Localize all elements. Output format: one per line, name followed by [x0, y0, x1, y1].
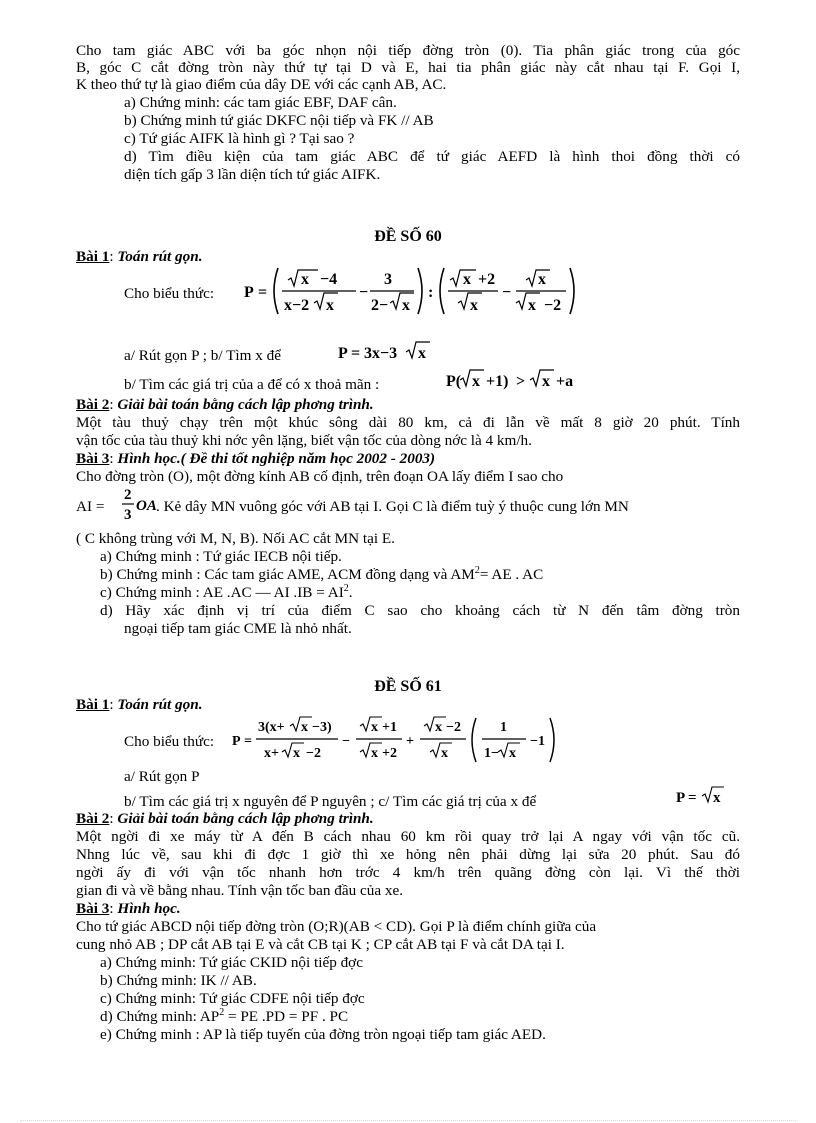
- de60-bai2-line1: Một tàu thuỷ chạy trên một khúc sông dài 80 km, cả đi lẫn về mất 8 giờ 20 phút. Tính: [76, 414, 740, 431]
- svg-text:x: x: [371, 746, 378, 761]
- de60-bai2-title: Giải bài toán bằng cách lập phơng trình.: [117, 396, 374, 413]
- svg-text:x: x: [538, 271, 546, 288]
- svg-text:x: x: [301, 271, 309, 288]
- svg-text:−: −: [359, 284, 369, 301]
- svg-text:+1): +1): [486, 373, 509, 390]
- de61-bai1-part-bc: b/ Tìm các giá trị x nguyên để P nguyên ; c/ Tìm các giá trị của x để: [124, 793, 537, 810]
- svg-text:x: x: [418, 345, 426, 362]
- svg-text:x: x: [371, 720, 378, 735]
- de61-bai1-title: Toán rút gọn.: [117, 696, 203, 713]
- de61-bai3-title: Hình học.: [117, 900, 181, 917]
- de60-formula-two-thirds-oa: [122, 486, 158, 526]
- de60-bai3-heading: Bài 3: Hình học.( Đề thi tốt nghiệp năm học 2002 - 2003): [76, 450, 436, 467]
- de60-bai3-b: b) Chứng minh : Các tam giác AME, ACM đồng dạng và $AM^2=$ AE . AC: [100, 564, 544, 583]
- de61-bai1-heading: Bài 1: Toán rút gọn.: [76, 696, 203, 713]
- svg-text:x: x: [528, 297, 536, 314]
- de61-formula-p-sqrt: [676, 786, 728, 810]
- de61-title: ĐỀ SỐ 61: [374, 678, 442, 695]
- svg-text:x: x: [713, 790, 721, 806]
- de61-bai2-line3: ngời ấy đi với vận tốc nhanh hơn trớc 4 km/h trên quãng đờng còn lại. Vì thế thời: [76, 864, 740, 881]
- de61-bai3-c: c) Chứng minh: Tứ giác CDFE nội tiếp đợc: [100, 990, 365, 1007]
- de61-bai3-b: b) Chứng minh: IK // AB.: [100, 972, 257, 989]
- svg-text:x+: x+: [264, 746, 279, 761]
- svg-text:−2: −2: [306, 746, 321, 761]
- de60-formula-p-eq: [338, 340, 442, 364]
- top-intro-line1: Cho tam giác ABC với ba góc nhọn nội tiếp đờng tròn (0). Tia phân giác trong của góc: [76, 42, 740, 59]
- svg-text:x: x: [326, 297, 334, 314]
- svg-text:x: x: [293, 746, 300, 761]
- svg-text:−1: −1: [530, 734, 545, 749]
- de61-bai2-label: Bài 2: [76, 810, 110, 827]
- de61-bai3-heading: Bài 3: Hình học.: [76, 900, 181, 917]
- svg-text:P: P: [244, 284, 254, 301]
- svg-text:−2: −2: [544, 297, 562, 314]
- svg-text:=: =: [688, 790, 697, 806]
- svg-text:x: x: [470, 297, 478, 314]
- svg-text:+2: +2: [478, 271, 496, 288]
- svg-text:1: 1: [500, 720, 507, 735]
- svg-text:3: 3: [384, 271, 392, 288]
- de61-bai3-d-tail: = PE .PD = PF . PC: [224, 1008, 349, 1025]
- de61-bai2-title: Giải bài toán bằng cách lập phơng trình.: [117, 810, 374, 827]
- svg-text:+1: +1: [382, 720, 397, 735]
- de61-bai3-line2: cung nhỏ AB ; DP cắt AB tại E và cắt CB tại K ; CP cắt AB tại F và cắt DA tại I.: [76, 936, 565, 953]
- svg-text:2: 2: [124, 487, 132, 503]
- de60-bai2-heading: Bài 2: Giải bài toán bằng cách lập phơng trình.: [76, 396, 374, 413]
- svg-text:=: =: [258, 284, 268, 301]
- de60-bai3-title: Hình học.( Đề thi tốt nghiệp năm học 2002 - 2003): [117, 450, 436, 467]
- de60-bai2-label: Bài 2: [76, 396, 110, 413]
- svg-text:+2: +2: [382, 746, 397, 761]
- top-part-d-line2: diện tích gấp 3 lần diện tích tứ giác AIFK.: [124, 166, 381, 183]
- de61-bai2-heading: Bài 2: Giải bài toán bằng cách lập phơng trình.: [76, 810, 374, 827]
- svg-text:3(x+: 3(x+: [258, 720, 285, 735]
- svg-text:−4: −4: [320, 271, 338, 288]
- top-intro-line3: K theo thứ tự là giao điểm của dây DE với các cạnh AB, AC.: [76, 76, 447, 93]
- svg-text:>: >: [516, 373, 526, 390]
- svg-text:x: x: [402, 297, 410, 314]
- de60-bai3-label: Bài 3: [76, 450, 110, 467]
- de60-bai1-label: Bài 1: [76, 248, 110, 265]
- de61-formula-p: [232, 714, 576, 766]
- de61-bai3-d: d) Chứng minh: $AP^2$ = PE .PD = PF . PC: [100, 1006, 349, 1025]
- svg-text:x: x: [463, 271, 471, 288]
- svg-text::: :: [428, 284, 434, 301]
- de60-bai2-line2: vận tốc của tàu thuỷ khi nớc yên lặng, biết vận tốc của dòng nớc là 4 km/h.: [76, 432, 532, 449]
- de61-bai3-d-text: d) Chứng minh: AP: [100, 1008, 220, 1025]
- svg-text:−2: −2: [446, 720, 461, 735]
- de60-bai1-parts-ab: a/ Rút gọn P ; b/ Tìm x để: [124, 347, 281, 364]
- de60-formula-p: [244, 262, 584, 320]
- de61-bai2-line2: Nhng lúc về, sau khi đi đợc 1 giờ thì xe hỏng nên phải dừng lại sửa 20 phút. Sau đó: [76, 846, 740, 863]
- de61-bai3-a: a) Chứng minh: Tứ giác CKID nội tiếp đợc: [100, 954, 363, 971]
- de60-bai1-part-c: b/ Tìm các giá trị của a để có x thoả mãn :: [124, 376, 380, 393]
- de60-bai3-c: c) Chứng minh : AE .AC — AI $.IB = AI^2$.: [100, 582, 353, 601]
- svg-text:+a: +a: [556, 373, 574, 390]
- de60-bai3-line2-rest: . Kẻ dây MN vuông góc với AB tại I. Gọi C là điểm tuỳ ý thuộc cung lớn MN: [156, 498, 629, 515]
- de60-bai3-line1: Cho đờng tròn (O), một đờng kính AB cố định, trên đoạn OA lấy điểm I sao cho: [76, 468, 564, 485]
- svg-text:x−2: x−2: [284, 297, 310, 314]
- svg-text:1−: 1−: [484, 746, 499, 761]
- svg-text:x: x: [441, 746, 448, 761]
- de61-bai2-line4: gian đi và về bằng nhau. Tính vận tốc ban đầu của xe.: [76, 882, 403, 899]
- svg-text:−: −: [502, 284, 512, 301]
- svg-text:P: P: [338, 345, 348, 362]
- svg-text:3x−3: 3x−3: [364, 345, 398, 362]
- de61-bai2-line1: Một ngời đi xe máy từ A đến B cách nhau 60 km rồi quay trở lại A ngay với vận tốc cũ.: [76, 828, 740, 845]
- de61-bai3-label: Bài 3: [76, 900, 110, 917]
- svg-text:x: x: [509, 746, 516, 761]
- de60-bai1-title: Toán rút gọn.: [117, 248, 203, 265]
- de60-bai3-d-line1: d) Hãy xác định vị trí của điểm C sao cho khoảng cách từ N đến tâm đờng tròn: [100, 602, 740, 619]
- de60-formula-inequality: [446, 368, 590, 392]
- top-part-a: a) Chứng minh: các tam giác EBF, DAF cân.: [124, 94, 397, 111]
- de60-bai3-d-line2: ngoại tiếp tam giác CME là nhỏ nhất.: [124, 620, 352, 637]
- de60-bai3-b-tail: = AE . AC: [479, 566, 544, 583]
- svg-text:−: −: [342, 734, 350, 749]
- svg-text:OA: OA: [136, 498, 157, 514]
- top-part-d-line1: d) Tìm điều kiện của tam giác ABC để tứ giác AEFD là hình thoi đồng thời có: [124, 148, 740, 165]
- de60-bai3-b-text: b) Chứng minh : Các tam giác AME, ACM đồng dạng và AM: [100, 566, 475, 583]
- svg-text:+: +: [406, 734, 414, 749]
- svg-text:x: x: [435, 720, 442, 735]
- top-part-b: b) Chứng minh tứ giác DKFC nội tiếp và FK // AB: [124, 112, 434, 129]
- svg-text:P: P: [676, 790, 686, 806]
- de60-bai1-intro: Cho biểu thức:: [124, 285, 215, 302]
- de60-bai1-heading: Bài 1: Toán rút gọn.: [76, 248, 203, 265]
- de60-bai3-ai-prefix: AI =: [76, 498, 105, 515]
- de60-title: ĐỀ SỐ 60: [374, 228, 442, 245]
- svg-text:2−: 2−: [371, 297, 389, 314]
- svg-text:P: P: [232, 734, 241, 749]
- de61-bai1-label: Bài 1: [76, 696, 110, 713]
- svg-text:x: x: [301, 720, 308, 735]
- top-intro-line2: B, góc C cắt đờng tròn này thứ tự tại D và E, hai tia phân giác này cắt nhau tại F. Gọi I,: [76, 59, 740, 76]
- de60-bai3-line3: ( C không trùng với M, N, B). Nối AC cắt MN tại E.: [76, 530, 395, 547]
- top-part-c: c) Tứ giác AIFK là hình gì ? Tại sao ?: [124, 130, 355, 147]
- svg-text:=: =: [351, 345, 361, 362]
- svg-text:P(: P(: [446, 373, 462, 390]
- de60-bai3-a: a) Chứng minh : Tứ giác IECB nội tiếp.: [100, 548, 342, 565]
- page-bottom-rule: [20, 1120, 796, 1121]
- svg-text:−3): −3): [312, 720, 332, 735]
- svg-text:x: x: [472, 373, 480, 390]
- de61-bai1-part-a: a/ Rút gọn P: [124, 768, 200, 785]
- svg-text:3: 3: [124, 507, 132, 523]
- de60-bai3-c-text: c) Chứng minh : AE .AC — AI .IB = AI: [100, 584, 344, 601]
- de61-bai3-line1: Cho tứ giác ABCD nội tiếp đờng tròn (O;R)(AB < CD). Gọi P là điểm chính giữa của: [76, 918, 597, 935]
- svg-text:=: =: [244, 734, 252, 749]
- de61-bai1-intro: Cho biểu thức:: [124, 733, 215, 750]
- de61-bai3-e: e) Chứng minh : AP là tiếp tuyến của đờng tròn ngoại tiếp tam giác AED.: [100, 1026, 546, 1043]
- svg-text:x: x: [542, 373, 550, 390]
